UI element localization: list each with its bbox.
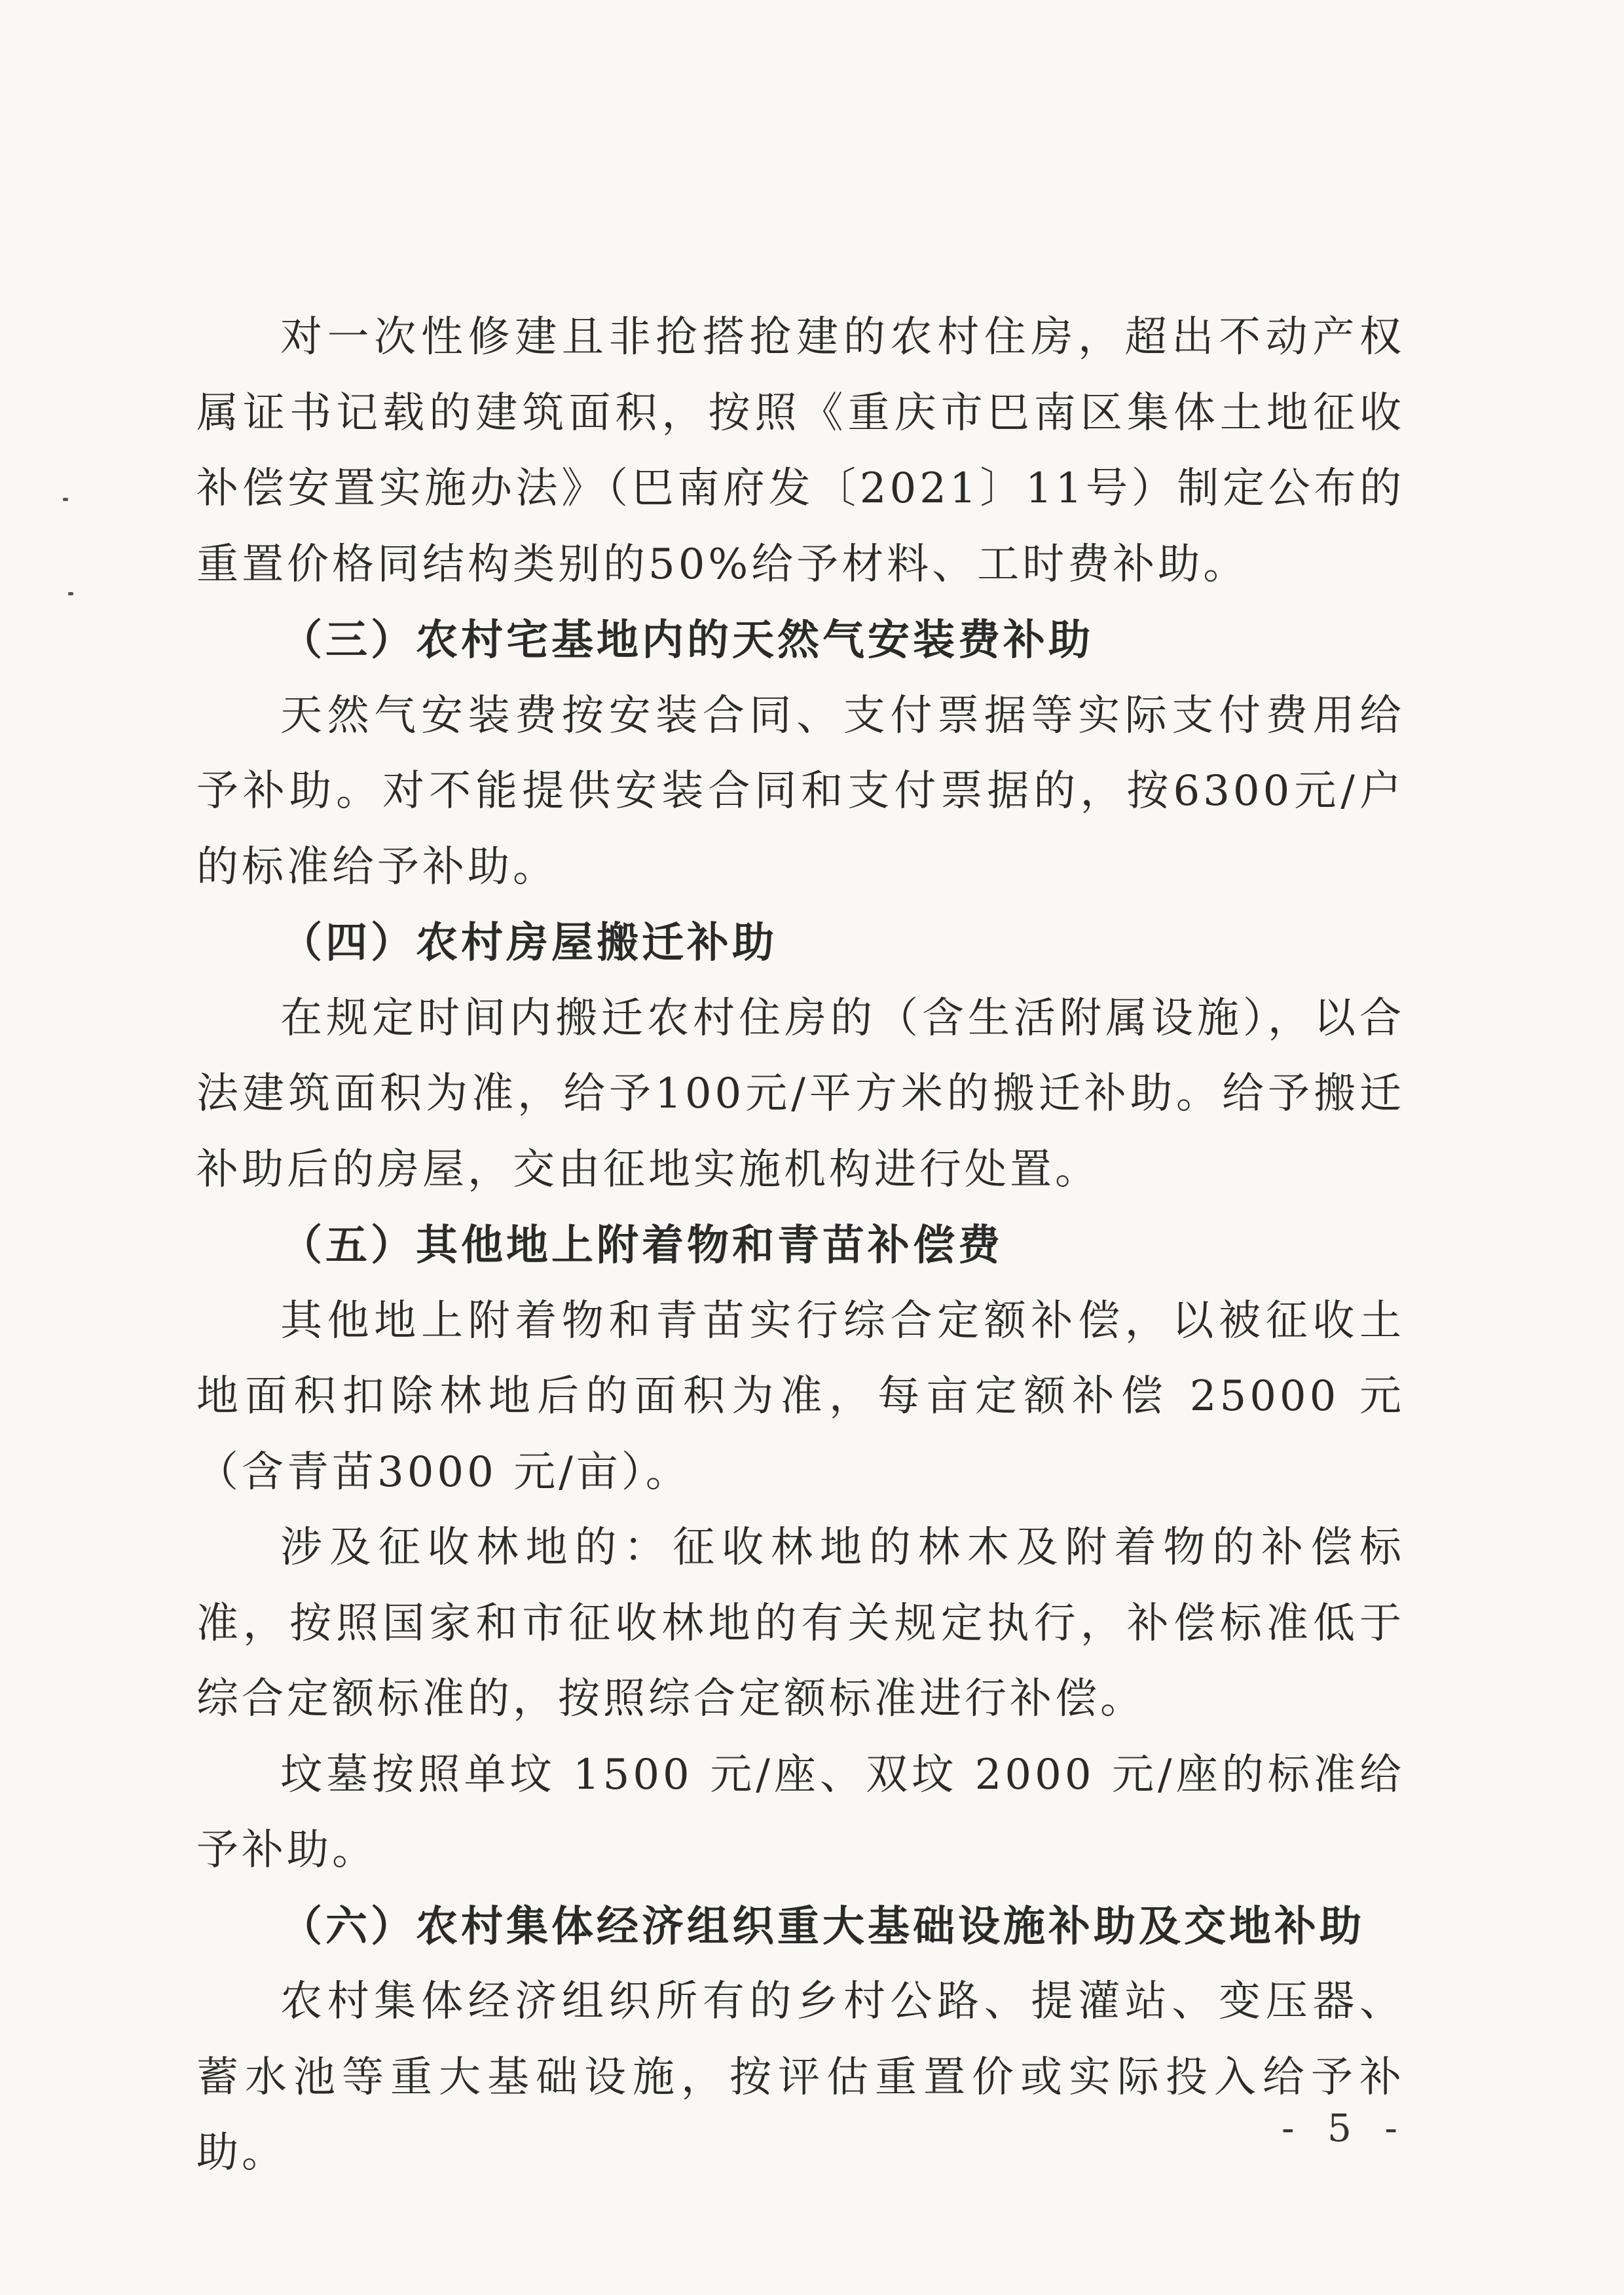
- paragraph-relocation: 在规定时间内搬迁农村住房的（含生活附属设施），以合法建筑面积为准，给予100元/平方米的搬迁补助。给予搬迁补助后的房屋，交由征地实施机构进行处置。: [196, 994, 1405, 1194]
- heading-attachments-seedlings-compensation: （五）其他地上附着物和青苗补偿费: [280, 1221, 1003, 1270]
- heading-gas-installation-subsidy: （三）农村宅基地内的天然气安装费补助: [280, 616, 1094, 665]
- paragraph-attachments-seedlings: 其他地上附着物和青苗实行综合定额补偿，以被征收土地面积扣除林地后的面积为准，每亩定额补偿 25000 元（含青苗3000 元/亩）。: [196, 1296, 1405, 1497]
- scan-speck: [68, 592, 73, 595]
- paragraph-graves: 坟墓按照单坟 1500 元/座、双坟 2000 元/座的标准给予补助。: [196, 1750, 1405, 1875]
- paragraph-infrastructure: 农村集体经济组织所有的乡村公路、提灌站、变压器、蓄水池等重大基础设施，按评估重置价或实际投入给予补助。: [196, 1977, 1405, 2177]
- paragraph-forest-land: 涉及征收林地的：征收林地的林木及附着物的补偿标准，按照国家和市征收林地的有关规定执行，补偿标准低于综合定额标准的，按照综合定额标准进行补偿。: [196, 1523, 1405, 1723]
- heading-infrastructure-subsidy: （六）农村集体经济组织重大基础设施补助及交地补助: [280, 1901, 1365, 1951]
- heading-relocation-subsidy: （四）农村房屋搬迁补助: [280, 918, 777, 967]
- paragraph-self-built-housing: 对一次性修建且非抢搭抢建的农村住房，超出不动产权属证书记载的建筑面积，按照《重庆市巴南区集体土地征收补偿安置实施办法》（巴南府发〔2021〕11号）制定公布的重置价格同结构类别的50%给予材料、工时费补助。: [196, 313, 1405, 589]
- page-number: - 5 -: [1282, 2106, 1408, 2150]
- document-body: [196, 300, 1405, 2192]
- paragraph-gas-installation: 天然气安装费按安装合同、支付票据等实际支付费用给予补助。对不能提供安装合同和支付票据的，按6300元/户的标准给予补助。: [196, 691, 1405, 891]
- scan-speck: [63, 498, 68, 501]
